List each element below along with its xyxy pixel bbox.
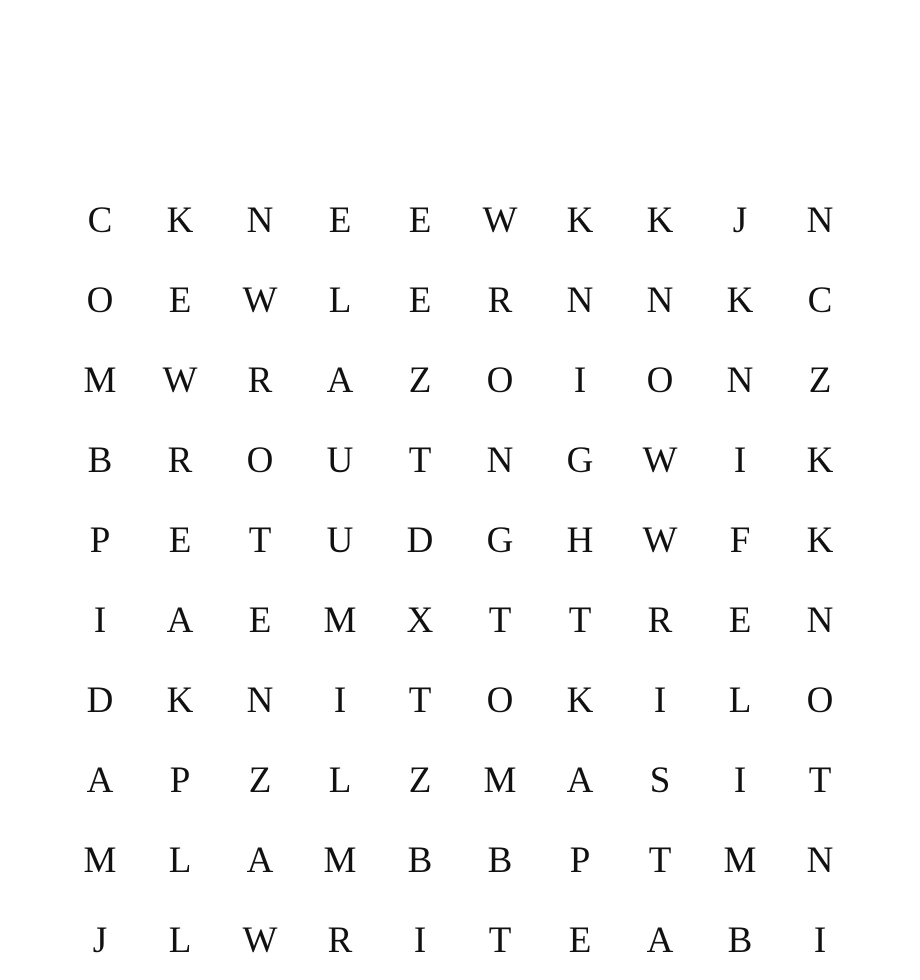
grid-letter: T: [408, 679, 432, 721]
grid-letter: T: [488, 599, 512, 641]
grid-letter: R: [247, 359, 273, 401]
grid-letter: Z: [408, 759, 432, 801]
grid-letter: K: [566, 199, 594, 241]
grid-letter: M: [83, 839, 117, 881]
grid-letter: N: [646, 279, 674, 321]
grid-letter: T: [408, 439, 432, 481]
grid-letter: O: [646, 359, 674, 401]
grid-letter: N: [806, 599, 834, 641]
grid-letter: X: [406, 599, 434, 641]
grid-letter: A: [86, 759, 114, 801]
grid-letter: A: [166, 599, 194, 641]
grid-letter: C: [87, 199, 113, 241]
grid-letter: R: [487, 279, 513, 321]
grid-letter: R: [647, 599, 673, 641]
grid-letter: M: [483, 759, 517, 801]
grid-letter: J: [732, 199, 748, 241]
grid-letter: I: [413, 919, 427, 961]
grid-letter: F: [729, 519, 751, 561]
grid-letter: E: [168, 279, 192, 321]
grid-letter: C: [807, 279, 833, 321]
grid-letter: I: [653, 679, 667, 721]
grid-letter: D: [86, 679, 114, 721]
grid-letter: K: [646, 199, 674, 241]
grid-letter: P: [169, 759, 191, 801]
grid-letter: T: [248, 519, 272, 561]
grid-letter: W: [242, 279, 278, 321]
grid-letter: J: [92, 919, 108, 961]
letter-grid: [60, 180, 860, 980]
grid-letter: N: [726, 359, 754, 401]
grid-letter: T: [648, 839, 672, 881]
grid-letter: E: [328, 199, 352, 241]
grid-letter: M: [723, 839, 757, 881]
grid-letter: G: [566, 439, 594, 481]
grid-letter: R: [327, 919, 353, 961]
grid-letter: O: [486, 679, 514, 721]
grid-letter: W: [482, 199, 518, 241]
grid-letter: L: [728, 679, 752, 721]
grid-letter: R: [167, 439, 193, 481]
grid-letter: E: [168, 519, 192, 561]
grid-letter: I: [813, 919, 827, 961]
grid-letter: L: [168, 919, 192, 961]
grid-letter: Z: [408, 359, 432, 401]
grid-letter: M: [83, 359, 117, 401]
grid-letter: E: [248, 599, 272, 641]
grid-letter: A: [326, 359, 354, 401]
grid-letter: N: [566, 279, 594, 321]
grid-letter: L: [328, 279, 352, 321]
grid-letter: O: [246, 439, 274, 481]
grid-letter: T: [568, 599, 592, 641]
grid-letter: H: [566, 519, 594, 561]
grid-letter: K: [726, 279, 754, 321]
grid-letter: O: [86, 279, 114, 321]
grid-letter: E: [728, 599, 752, 641]
grid-letter: I: [93, 599, 107, 641]
grid-letter: Z: [248, 759, 272, 801]
grid-letter: E: [408, 199, 432, 241]
grid-letter: E: [408, 279, 432, 321]
grid-letter: B: [727, 919, 753, 961]
grid-letter: N: [486, 439, 514, 481]
grid-letter: I: [733, 439, 747, 481]
grid-letter: U: [326, 439, 354, 481]
grid-letter: N: [246, 199, 274, 241]
grid-letter: W: [642, 439, 678, 481]
grid-letter: A: [566, 759, 594, 801]
grid-letter: O: [806, 679, 834, 721]
grid-letter: W: [642, 519, 678, 561]
grid-letter: K: [166, 679, 194, 721]
grid-letter: K: [166, 199, 194, 241]
grid-letter: B: [407, 839, 433, 881]
grid-letter: E: [568, 919, 592, 961]
grid-letter: N: [806, 839, 834, 881]
grid-letter: P: [569, 839, 591, 881]
grid-letter: A: [246, 839, 274, 881]
grid-letter: K: [806, 439, 834, 481]
grid-letter: T: [808, 759, 832, 801]
grid-letter: M: [323, 839, 357, 881]
grid-letter: O: [486, 359, 514, 401]
grid-letter: I: [573, 359, 587, 401]
grid-letter: S: [649, 759, 671, 801]
grid-letter: Z: [808, 359, 832, 401]
grid-letter: I: [733, 759, 747, 801]
grid-letter: K: [806, 519, 834, 561]
grid-letter: M: [323, 599, 357, 641]
grid-letter: W: [162, 359, 198, 401]
grid-letter: B: [487, 839, 513, 881]
grid-letter: P: [89, 519, 111, 561]
grid-letter: W: [242, 919, 278, 961]
grid-letter: N: [246, 679, 274, 721]
grid-letter: L: [328, 759, 352, 801]
grid-letter: A: [646, 919, 674, 961]
grid-letter: B: [87, 439, 113, 481]
grid-letter: L: [168, 839, 192, 881]
grid-letter: D: [406, 519, 434, 561]
grid-letter: I: [333, 679, 347, 721]
grid-letter: U: [326, 519, 354, 561]
grid-letter: N: [806, 199, 834, 241]
grid-letter: G: [486, 519, 514, 561]
grid-letter: T: [488, 919, 512, 961]
grid-letter: K: [566, 679, 594, 721]
